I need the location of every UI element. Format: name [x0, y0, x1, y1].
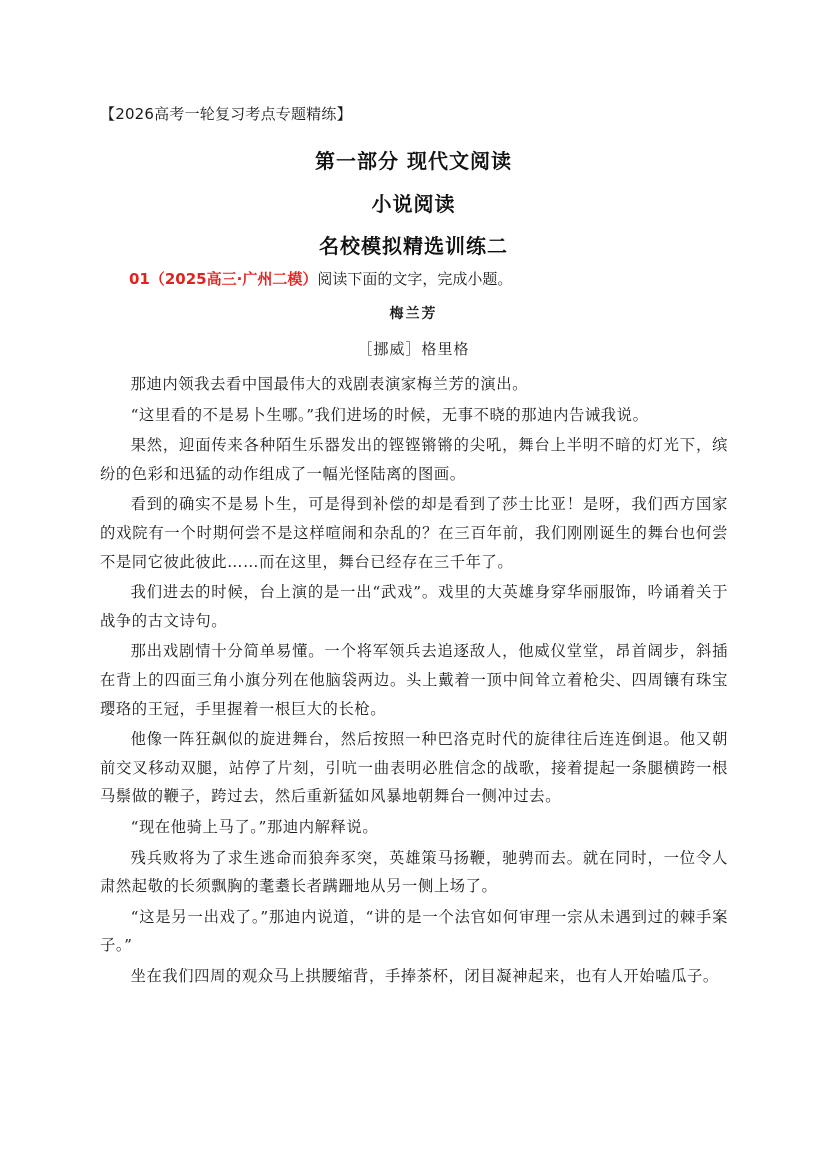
- exercise-title: 名校模拟精选训练二: [319, 234, 508, 258]
- paragraph: 果然，迎面传来各种陌生乐器发出的铿铿锵锵的尖吼，舞台上半明不暗的灯光下，缤纷的色彩和迅猛的动作组成了一幅光怪陆离的图画。: [100, 436, 728, 483]
- question-number: 01（2025高三·广州二模）: [129, 270, 318, 288]
- paragraph: 我们进去的时候，台上演的是一出“武戏”。戏里的大英雄身穿华丽服饰，吟诵着关于战争的古文诗句。: [100, 583, 728, 630]
- question-instruction: 阅读下面的文字，完成小题。: [317, 270, 513, 288]
- paragraph: 他像一阵狂飙似的旋进舞台，然后按照一种巴洛克时代的旋律往后连连倒退。他又朝前交叉移动双腿，站停了片刻，引吭一曲表明必胜信念的战歌，接着提起一条腿横跨一根马鬃做的鞭子，跨过去，然后重新猛如风暴地朝舞台一侧冲过去。: [100, 730, 728, 806]
- story-author: ［挪威］格里格: [357, 340, 470, 358]
- paragraph: 那迪内领我去看中国最伟大的戏剧表演家梅兰芳的演出。: [130, 375, 529, 393]
- story-body: [100, 370, 728, 990]
- paragraph: 看到的确实不是易卜生，可是得到补偿的却是看到了莎士比亚！是呀，我们西方国家的戏院有一个时期何尝不是这样喧闹和杂乱的？在三百年前，我们刚刚诞生的舞台也何尝不是同它彼此彼此……而在这里，舞台已经存在三千年了。: [100, 495, 728, 571]
- paragraph: 残兵败将为了求生逃命而狼奔豕突，英雄策马扬鞭，驰骋而去。就在同时，一位令人肃然起敬的长须飘胸的耄耋长者蹒跚地从另一侧上场了。: [100, 848, 728, 896]
- paragraph: “现在他骑上马了。”那迪内解释说。: [130, 817, 379, 836]
- paragraph: 那出戏剧情十分简单易懂。一个将军领兵去追逐敌人，他威仪堂堂，昂首阔步，斜插在背上的四面三角小旗分列在他脑袋两边。头上戴着一顶中间耸立着枪尖、四周镶有珠宝璎珞的王冠，手里握着一根巨大的长枪。: [100, 642, 728, 718]
- question-heading: [129, 268, 512, 289]
- part-title: 第一部分 现代文阅读: [315, 149, 512, 173]
- paragraph: “这里看的不是易卜生哪。”我们进场的时候，无事不晓的那迪内告诫我说。: [130, 405, 649, 424]
- series-tag: 【2026高考一轮复习考点专题精练】: [100, 105, 352, 123]
- paragraph: “这是另一出戏了。”那迪内说道，“讲的是一个法官如何审理一宗从未遇到过的棘手案子。”: [100, 907, 728, 955]
- story-title: 梅兰芳: [389, 306, 438, 322]
- section-title: 小说阅读: [371, 192, 456, 216]
- paragraph: 坐在我们四周的观众马上拱腰缩背，手捧茶杯，闭目凝神起来，也有人开始嗑瓜子。: [130, 966, 719, 985]
